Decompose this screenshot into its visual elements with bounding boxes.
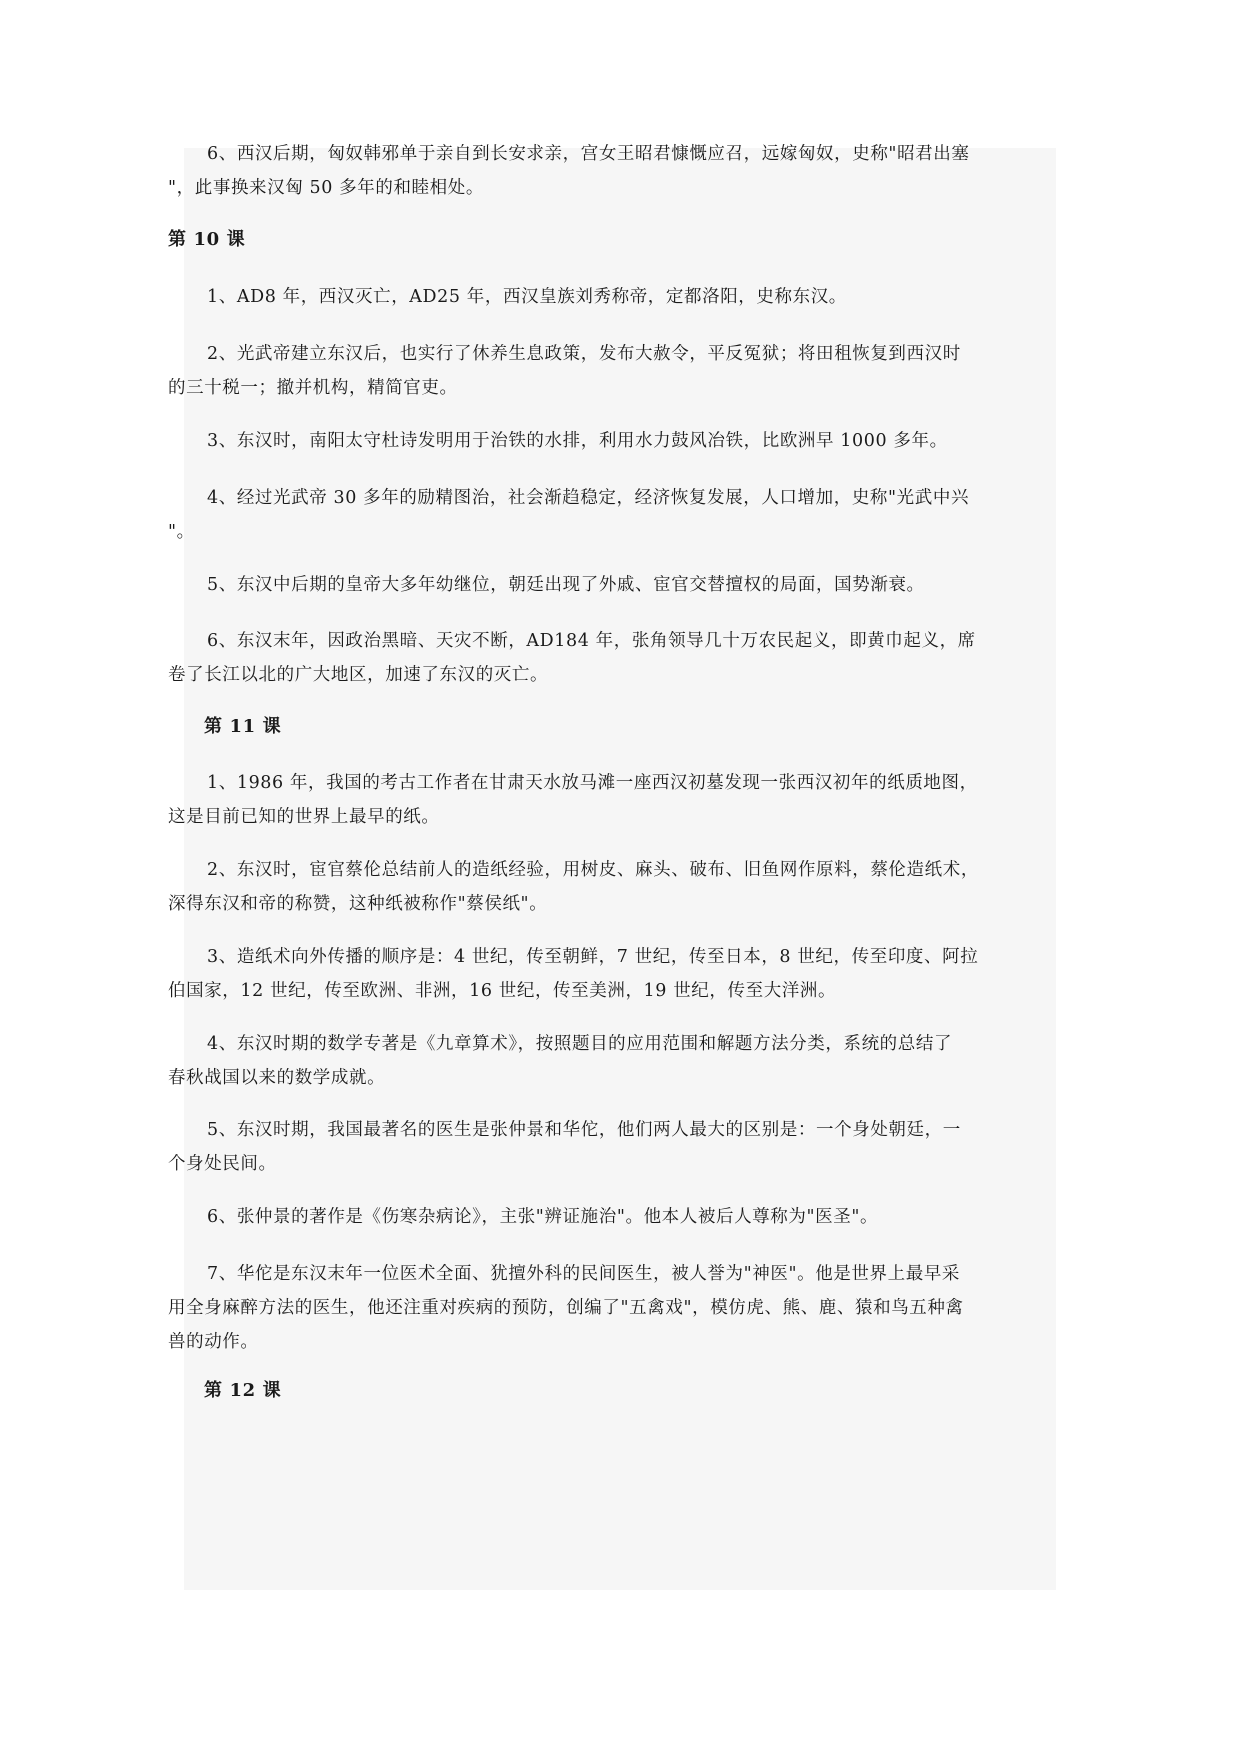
paragraph [168,137,1036,205]
paragraph-line: "，此事换来汉匈 50 多年的和睦相处。 [168,178,484,198]
paragraph [168,1257,1036,1359]
paragraph-line: 1、1986 年，我国的考古工作者在甘肃天水放马滩一座西汉初墓发现一张西汉初年的纸质地图， [207,773,978,793]
paragraph-line: 2、东汉时，宦官蔡伦总结前人的造纸经验，用树皮、麻头、破布、旧鱼网作原料，蔡伦造纸术， [207,860,979,880]
paragraph-line: 伯国家，12 世纪，传至欧洲、非洲，16 世纪，传至美洲，19 世纪，传至大洋洲。 [168,981,837,1001]
paragraph-line: 5、东汉时期，我国最著名的医生是张仲景和华佗，他们两人最大的区别是：一个身处朝廷，一 [207,1120,961,1140]
paragraph [168,1113,1036,1181]
paragraph-line: 4、经过光武帝 30 多年的励精图治，社会渐趋稳定，经济恢复发展，人口增加，史称"光武中兴 [207,488,970,508]
paragraph-line: 7、华佗是东汉末年一位医术全面、犹擅外科的民间医生，被人誉为"神医"。他是世界上最早采 [207,1264,961,1284]
paragraph [168,568,1036,602]
paragraph-line: 卷了长江以北的广大地区，加速了东汉的灭亡。 [168,665,549,685]
paragraph-line: 春秋战国以来的数学成就。 [168,1068,386,1088]
paragraph-line: 深得东汉和帝的称赞，这种纸被称作"蔡侯纸"。 [168,894,548,914]
paragraph-line: 的三十税一；撤并机构，精简官吏。 [168,378,458,398]
paragraph [168,766,1036,834]
paragraph-line: 5、东汉中后期的皇帝大多年幼继位，朝廷出现了外戚、宦官交替擅权的局面，国势渐衰。 [207,575,925,595]
paragraph-line: 6、西汉后期，匈奴韩邪单于亲自到长安求亲，宫女王昭君慷慨应召，远嫁匈奴，史称"昭君出塞 [207,144,970,164]
paragraph-line: 3、东汉时，南阳太守杜诗发明用于治铁的水排，利用水力鼓风冶铁，比欧洲早 1000 多年。 [207,431,948,451]
paragraph-line: 6、张仲景的著作是《伤寒杂病论》，主张"辨证施治"。他本人被后人尊称为"医圣"。 [207,1207,879,1227]
paragraph-line: 6、东汉末年，因政治黑暗、天灾不断，AD184 年，张角领导几十万农民起义，即黄巾起义，席 [207,631,976,651]
lesson-heading: 第 10 课 [168,229,246,250]
paragraph [168,424,1036,458]
lesson-heading: 第 12 课 [204,1380,282,1401]
paragraph [168,481,1036,549]
paragraph-line: "。 [168,522,195,542]
paragraph [168,280,1036,314]
paragraph [168,940,1036,1008]
paragraph [168,1200,1036,1234]
paragraph-line: 3、造纸术向外传播的顺序是：4 世纪，传至朝鲜，7 世纪，传至日本，8 世纪，传至印度、阿拉 [207,947,979,967]
paragraph-line: 个身处民间。 [168,1154,277,1174]
paragraph-line: 这是目前已知的世界上最早的纸。 [168,807,440,827]
paragraph-line: 4、东汉时期的数学专著是《九章算术》，按照题目的应用范围和解题方法分类，系统的总结了 [207,1034,953,1054]
paragraph-line: 用全身麻醉方法的医生，他还注重对疾病的预防，创编了"五禽戏"，模仿虎、熊、鹿、猿和鸟五种禽 [168,1298,964,1318]
paragraph [168,624,1036,692]
lesson-heading: 第 11 课 [204,716,282,737]
paragraph-line: 2、光武帝建立东汉后，也实行了休养生息政策，发布大赦令，平反冤狱；将田租恢复到西汉时 [207,344,961,364]
paragraph-line: 1、AD8 年，西汉灭亡，AD25 年，西汉皇族刘秀称帝，定都洛阳，史称东汉。 [207,287,847,307]
paragraph [168,853,1036,921]
paragraph-line: 兽的动作。 [168,1332,259,1352]
paragraph [168,1027,1036,1095]
paragraph [168,337,1036,405]
